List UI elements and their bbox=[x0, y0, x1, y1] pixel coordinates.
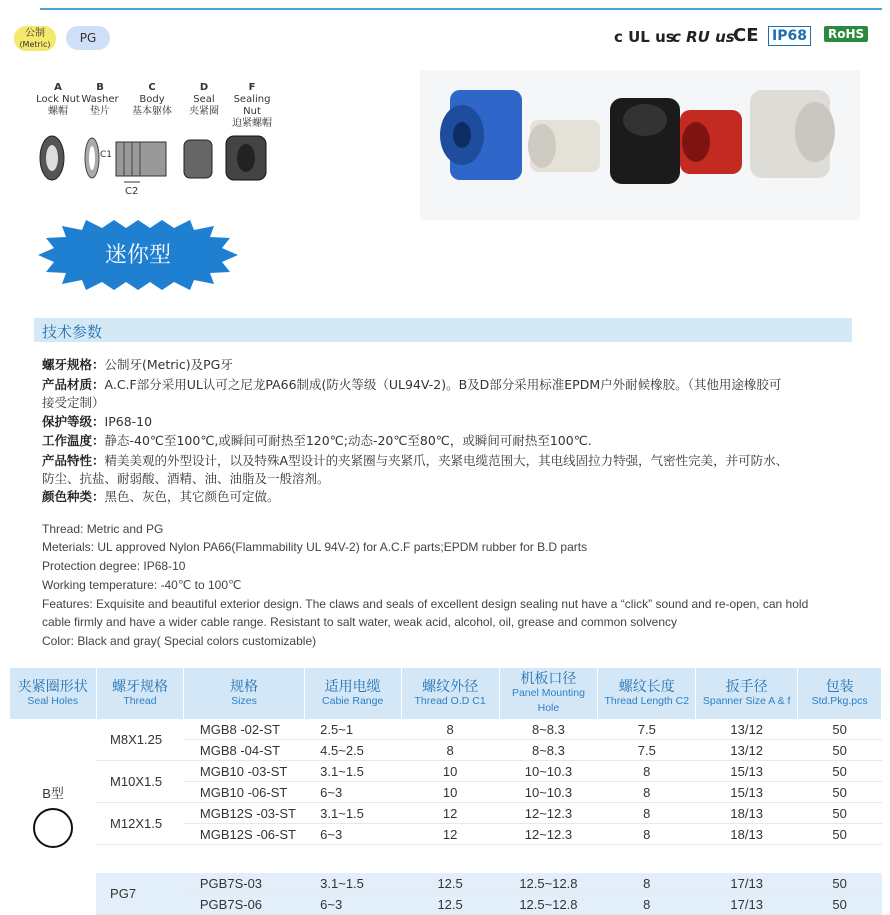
spanner-cell: 17/13 bbox=[696, 894, 798, 915]
cable-cell: 6~3 bbox=[304, 894, 401, 915]
cable-cell: 4.5~2.5 bbox=[304, 740, 401, 761]
spec-en-line: Meterials: UL approved Nylon PA66(Flammability UL 94V-2) for A.C.F parts;EPDM rubber for B.D parts bbox=[42, 540, 588, 554]
spec-key: 产品特性： bbox=[42, 453, 105, 468]
red-gland-face bbox=[682, 122, 710, 162]
length-cell: 7.5 bbox=[598, 740, 696, 761]
header-cn: 螺牙规格 bbox=[111, 677, 168, 694]
size-cell: MGB10 -06-ST bbox=[184, 782, 304, 803]
size-cell: MGB12S -06-ST bbox=[184, 824, 304, 845]
length-cell: 8 bbox=[598, 824, 696, 845]
spanner-cell: 13/12 bbox=[696, 740, 798, 761]
length-cell: 8 bbox=[598, 761, 696, 782]
spanner-cell: 17/13 bbox=[696, 873, 798, 894]
cable-cell: 2.5~1 bbox=[304, 719, 401, 740]
part-cn: 垫片 bbox=[90, 106, 110, 117]
header-en: Std.Pkg.pcs bbox=[811, 694, 868, 707]
header-cn: 机板口径 bbox=[520, 670, 577, 686]
part-b bbox=[80, 82, 120, 118]
spec-key: 螺牙规格： bbox=[42, 357, 105, 372]
cable-cell: 6~3 bbox=[304, 824, 401, 845]
part-letter: A bbox=[54, 82, 62, 93]
white-gland-face bbox=[528, 124, 556, 168]
washer-hole bbox=[89, 146, 95, 170]
od-cell: 8 bbox=[401, 740, 499, 761]
spec-key: 工作温度： bbox=[42, 433, 105, 448]
product-photo bbox=[420, 70, 860, 220]
spec-key: 颜色种类： bbox=[42, 489, 105, 504]
pg-tag: PG bbox=[66, 26, 110, 50]
spec-en-line: Protection degree: IP68-10 bbox=[42, 559, 186, 573]
table-row bbox=[10, 873, 882, 894]
length-cell: 8 bbox=[598, 873, 696, 894]
part-letter: B bbox=[96, 82, 104, 93]
header-cn: 螺纹外径 bbox=[422, 677, 479, 694]
spec-line bbox=[42, 488, 280, 506]
pkg-cell: 50 bbox=[798, 803, 882, 824]
part-en: Lock Nut bbox=[36, 94, 80, 105]
spanner-cell: 15/13 bbox=[696, 782, 798, 803]
exploded-diagram bbox=[34, 128, 284, 198]
part-cn: 基本躯体 bbox=[132, 106, 172, 117]
part-cn: 夹紧圈 bbox=[189, 106, 219, 117]
spec-value: IP68-10 bbox=[104, 414, 153, 429]
od-cell: 12.5 bbox=[401, 873, 499, 894]
spec-value: 防尘、抗盐、耐弱酸、酒精、油、油脂及一般溶剂。 bbox=[42, 471, 330, 486]
spec-en-line: Thread: Metric and PG bbox=[42, 522, 164, 536]
ip68-logo: IP68 bbox=[768, 26, 811, 46]
spec-en-line: cable firmly and have a wider cable range. Resistant to salt water, weak acid, alcohol, oil, grease and common solvency bbox=[42, 615, 677, 629]
pkg-cell: 50 bbox=[798, 894, 882, 915]
part-en: Washer bbox=[81, 94, 119, 105]
header-en: Thread bbox=[123, 694, 157, 707]
rohs-logo: RoHS bbox=[824, 26, 868, 42]
spec-value: 黑色、灰色，其它颜色可定做。 bbox=[104, 489, 280, 504]
spec-line bbox=[42, 376, 781, 394]
thread-cell: PG7 bbox=[96, 873, 184, 915]
col-sizes bbox=[184, 668, 304, 719]
table-row bbox=[10, 719, 882, 740]
header-en: Sizes bbox=[231, 694, 257, 707]
part-en: Seal bbox=[193, 94, 215, 105]
seal-shape bbox=[184, 140, 212, 178]
pkg-cell: 50 bbox=[798, 719, 882, 740]
black-gland-face bbox=[623, 104, 667, 136]
od-cell: 10 bbox=[401, 761, 499, 782]
table-row bbox=[10, 803, 882, 824]
pkg-cell: 50 bbox=[798, 782, 882, 803]
table-header-row bbox=[10, 668, 882, 719]
spec-line bbox=[42, 356, 233, 374]
part-en: Sealing Nut bbox=[233, 94, 271, 117]
od-cell: 8 bbox=[401, 719, 499, 740]
part-letter: D bbox=[199, 82, 209, 93]
spanner-cell: 15/13 bbox=[696, 761, 798, 782]
od-cell: 12 bbox=[401, 824, 499, 845]
gray-gland-face bbox=[795, 102, 835, 162]
sealing-nut-hole bbox=[237, 144, 255, 172]
col-spanner bbox=[696, 668, 798, 719]
part-cn: 螺帽 bbox=[48, 106, 68, 117]
col-thread bbox=[96, 668, 184, 719]
hole-cell: 10~10.3 bbox=[499, 761, 598, 782]
header-cn: 适用电缆 bbox=[324, 677, 381, 694]
thread-cell: M12X1.5 bbox=[96, 803, 184, 845]
part-c bbox=[126, 82, 178, 118]
size-cell: MGB8 -04-ST bbox=[184, 740, 304, 761]
spanner-cell: 18/13 bbox=[696, 803, 798, 824]
pkg-cell: 50 bbox=[798, 740, 882, 761]
col-pkg bbox=[798, 668, 882, 719]
header-en: Seal Holes bbox=[27, 694, 79, 707]
header-en: Thread Length C2 bbox=[604, 694, 690, 707]
ul-recognized-logo: c RU us bbox=[672, 28, 735, 46]
cable-cell: 3.1~1.5 bbox=[304, 803, 401, 824]
od-cell: 10 bbox=[401, 782, 499, 803]
spec-value: 公制牙(Metric)及PG牙 bbox=[104, 357, 233, 372]
part-letter: C bbox=[148, 82, 156, 93]
length-cell: 8 bbox=[598, 894, 696, 915]
hole-cell: 8~8.3 bbox=[499, 740, 598, 761]
hole-cell: 8~8.3 bbox=[499, 719, 598, 740]
size-cell: PGB7S-06 bbox=[184, 894, 304, 915]
header-cn: 扳手径 bbox=[725, 677, 768, 694]
od-cell: 12 bbox=[401, 803, 499, 824]
banner-title: 迷你型 bbox=[104, 243, 171, 268]
col-thread-od bbox=[401, 668, 499, 719]
part-f bbox=[224, 82, 280, 130]
spec-en-line: Features: Exquisite and beautiful exterior design. The claws and seals of excellent design sealing nut have a “click” sound and re-open, can hold bbox=[42, 597, 809, 611]
spanner-cell: 13/12 bbox=[696, 719, 798, 740]
table-row bbox=[10, 761, 882, 782]
spec-value: A.C.F部分采用UL认可之尼龙PA66制成(防火等级（UL94V-2)。B及D部分采用标准EPDM户外耐候橡胶。（其他用途橡胶可 bbox=[104, 377, 782, 392]
length-cell: 8 bbox=[598, 782, 696, 803]
metric-tag-en: (Metric) bbox=[19, 40, 51, 49]
spanner-cell: 18/13 bbox=[696, 824, 798, 845]
hole-cell: 12~12.3 bbox=[499, 803, 598, 824]
header-cn: 包装 bbox=[825, 677, 854, 694]
thread-cell: M8X1.25 bbox=[96, 719, 184, 761]
size-cell: MGB10 -03-ST bbox=[184, 761, 304, 782]
spacer-cell bbox=[96, 845, 881, 874]
table-spacer-row bbox=[10, 845, 882, 874]
spec-line bbox=[42, 432, 592, 450]
length-cell: 7.5 bbox=[598, 719, 696, 740]
header-cn: 螺纹长度 bbox=[618, 677, 675, 694]
part-letter: F bbox=[248, 82, 256, 93]
ce-logo: CE bbox=[733, 25, 759, 46]
top-rule bbox=[40, 8, 882, 10]
blue-gland-hole bbox=[453, 122, 471, 148]
col-panel-hole bbox=[499, 668, 598, 719]
part-cn: 迫紧螺帽 bbox=[232, 118, 272, 129]
part-d bbox=[184, 82, 224, 118]
thread-cell: M10X1.5 bbox=[96, 761, 184, 803]
spec-line bbox=[42, 413, 152, 431]
od-cell: 12.5 bbox=[401, 894, 499, 915]
spec-en-line: Color: Black and gray( Special colors customizable) bbox=[42, 634, 317, 648]
cable-cell: 3.1~1.5 bbox=[304, 761, 401, 782]
size-cell: MGB8 -02-ST bbox=[184, 719, 304, 740]
header-en: Spanner Size A & f bbox=[702, 694, 791, 707]
header-en: Cabie Range bbox=[322, 694, 384, 707]
size-cell: PGB7S-03 bbox=[184, 873, 304, 894]
seal-shape-cell bbox=[10, 719, 96, 915]
seal-shape-label: B型 bbox=[42, 785, 64, 801]
c1-label: C1 bbox=[100, 150, 113, 160]
lock-nut-hole bbox=[46, 145, 58, 171]
spec-en-line: Working temperature: -40℃ to 100℃ bbox=[42, 578, 242, 592]
tech-title: 技术参数 bbox=[42, 323, 103, 341]
spec-line bbox=[42, 394, 105, 412]
part-a bbox=[36, 82, 80, 118]
col-seal-holes bbox=[10, 668, 96, 719]
spec-value: 精美美观的外型设计，以及特殊A型设计的夹紧圈与夹紧爪，夹紧电缆范围大，其电线固拉力特强，气密性完美，并可防水、 bbox=[104, 453, 789, 468]
pkg-cell: 50 bbox=[798, 873, 882, 894]
spec-line bbox=[42, 470, 330, 488]
header-cn: 规格 bbox=[230, 677, 259, 694]
col-cable-range bbox=[304, 668, 401, 719]
ul-listed-logo: c UL us bbox=[614, 28, 675, 46]
spec-key: 产品材质： bbox=[42, 377, 105, 392]
length-cell: 8 bbox=[598, 803, 696, 824]
cable-cell: 3.1~1.5 bbox=[304, 873, 401, 894]
header-en: Panel Mounting Hole bbox=[511, 687, 585, 714]
cable-cell: 6~3 bbox=[304, 782, 401, 803]
header-en: Thread O.D C1 bbox=[414, 694, 486, 707]
col-thread-length bbox=[598, 668, 696, 719]
spec-key: 保护等级： bbox=[42, 414, 105, 429]
tech-header-bar bbox=[34, 318, 852, 342]
hole-cell: 12~12.3 bbox=[499, 824, 598, 845]
pkg-cell: 50 bbox=[798, 761, 882, 782]
size-cell: MGB12S -03-ST bbox=[184, 803, 304, 824]
b-type-circle-icon bbox=[33, 808, 73, 848]
spec-table bbox=[10, 668, 882, 915]
spec-value: 接受定制） bbox=[42, 395, 105, 410]
hole-cell: 10~10.3 bbox=[499, 782, 598, 803]
header-cn: 夹紧圈形状 bbox=[17, 677, 88, 694]
pkg-cell: 50 bbox=[798, 824, 882, 845]
hole-cell: 12.5~12.8 bbox=[499, 894, 598, 915]
metric-tag-cn: 公制 bbox=[25, 28, 45, 39]
spec-value: 静态-40℃至100℃,或瞬间可耐热至120℃;动态-20℃至80℃，或瞬间可耐热至100℃. bbox=[104, 433, 592, 448]
spec-line bbox=[42, 452, 788, 470]
part-en: Body bbox=[139, 94, 165, 105]
hole-cell: 12.5~12.8 bbox=[499, 873, 598, 894]
c2-label: C2 bbox=[125, 186, 139, 197]
metric-tag bbox=[14, 26, 56, 51]
